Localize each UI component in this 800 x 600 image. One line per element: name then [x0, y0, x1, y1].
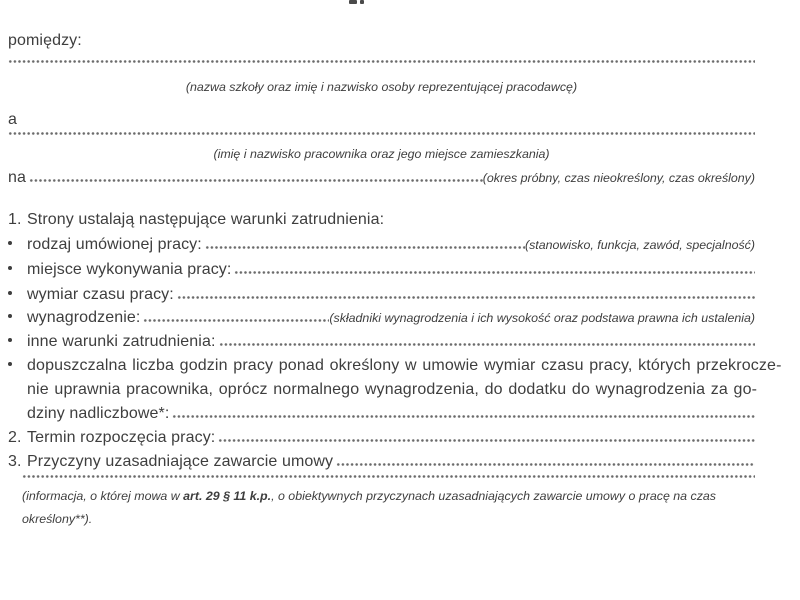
dotted-fill-line	[143, 310, 329, 322]
duration-line	[8, 168, 755, 188]
item-number: 1.	[8, 211, 22, 228]
item-2-start-date	[8, 428, 755, 447]
field-text: nie uprawnia pracownika, oprócz normalnego wynagrodzenia, do dodatku do wynagrodzenia za go-	[27, 381, 758, 398]
bullet-icon	[8, 260, 27, 279]
reasons-fill-line	[22, 474, 755, 478]
footnote-line1	[22, 489, 760, 504]
and-line	[8, 110, 755, 129]
item-text: Przyczyny uzasadniające zawarcie umowy	[27, 453, 334, 470]
item-text: Strony ustalają następujące warunki zatrudnienia:	[27, 211, 385, 228]
cropped-text-fragment	[349, 0, 357, 4]
cropped-text-fragment	[360, 0, 364, 4]
item-number: 3.	[8, 453, 22, 470]
dotted-fill-line	[29, 170, 483, 182]
item-1-heading	[8, 210, 755, 229]
field-label: dziny nadliczbowe*:	[27, 405, 170, 422]
dotted-fill-line	[336, 454, 755, 466]
field-label: rodzaj umówionej pracy:	[27, 236, 202, 253]
bullet-icon	[8, 285, 27, 304]
dotted-fill-line	[172, 406, 755, 418]
bullet-icon	[8, 332, 27, 351]
bullet-item-work-place	[8, 260, 755, 279]
field-label: miejsce wykonywania pracy:	[27, 261, 232, 278]
dotted-fill-line	[205, 237, 525, 249]
footnote-line2	[22, 512, 760, 527]
dotted-fill-line	[218, 430, 755, 442]
footnote-text: określony**).	[22, 512, 93, 526]
bullet-icon	[8, 356, 27, 375]
bullet-icon	[8, 308, 27, 327]
bullet-icon	[8, 235, 27, 254]
between-line	[8, 31, 755, 50]
duration-label: na	[8, 169, 26, 186]
employer-fill-line	[8, 59, 755, 63]
dotted-fill-line	[234, 262, 755, 274]
dotted-fill-line	[177, 287, 755, 299]
bullet-item-salary	[8, 308, 755, 328]
dotted-fill-line	[219, 334, 756, 346]
field-caption: (stanowisko, funkcja, zawód, specjalność)	[524, 238, 755, 252]
field-label: wynagrodzenie:	[27, 309, 141, 326]
footnote-text: , o obiektywnych przyczynach uzasadniających zawarcie umowy o pracę na czas	[271, 489, 716, 503]
bullet-item-overtime-line3	[8, 404, 755, 423]
footnote-text: (informacja, o której mowa w	[22, 489, 184, 503]
item-3-contract-reasons	[8, 452, 755, 471]
between-label: pomiędzy:	[8, 32, 82, 49]
field-caption: (składniki wynagrodzenia i ich wysokość oraz podstawa prawna ich ustalenia)	[329, 311, 755, 325]
field-text: dopuszczalna liczba godzin pracy ponad określony w umowie wymiar czasu pracy, których przekrocze-	[27, 357, 782, 374]
bullet-item-overtime-line1	[8, 356, 782, 375]
legal-reference: art. 29 § 11 k.p.	[183, 489, 272, 503]
bullet-item-other-conditions	[8, 332, 755, 351]
item-number: 2.	[8, 429, 22, 446]
duration-caption: (okres próbny, czas nieokreślony, czas określony)	[482, 171, 755, 185]
item-text: Termin rozpoczęcia pracy:	[27, 429, 216, 446]
employer-caption: (nazwa szkoły oraz imię i nazwisko osoby reprezentującej pracodawcę)	[185, 80, 578, 94]
field-label: inne warunki zatrudnienia:	[27, 333, 216, 350]
and-label: a	[8, 111, 17, 128]
employee-caption: (imię i nazwisko pracownika oraz jego miejsce zamieszkania)	[213, 147, 550, 161]
bullet-item-work-type	[8, 235, 755, 255]
bullet-item-work-time	[8, 285, 755, 304]
employee-fill-line	[8, 131, 755, 135]
bullet-item-overtime-line2	[8, 380, 758, 399]
field-label: wymiar czasu pracy:	[27, 286, 174, 303]
